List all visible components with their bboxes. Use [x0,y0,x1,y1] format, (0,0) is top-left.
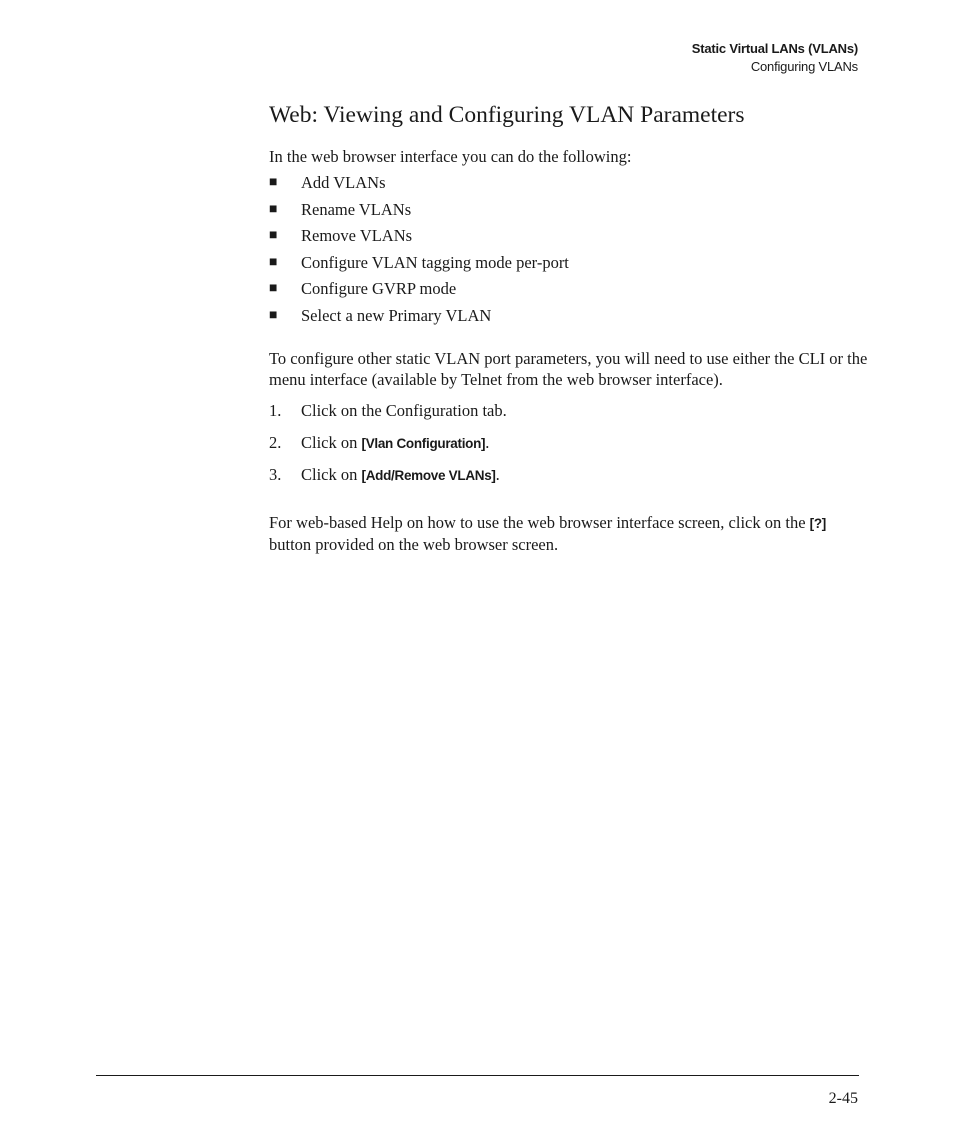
step-number: 2. [269,432,282,452]
step-item [269,432,869,464]
step-item [269,464,869,496]
page-number: 2-45 [828,1090,858,1107]
bullet-icon: ■ [269,228,278,244]
help-button-label: [?] [809,515,826,531]
footer-divider [96,1075,859,1076]
list-item [269,199,869,226]
list-item-text: Remove VLANs [301,226,413,246]
step-number: 3. [269,464,282,484]
page-body [269,100,869,555]
help-text-before: For web-based Help on how to use the web browser interface screen, click on the [269,512,810,532]
running-header [692,40,858,76]
vlan-configuration-label: [Vlan Configuration] [361,435,486,451]
feature-list [269,172,869,332]
step-text-before: Click on the Configuration tab. [301,400,507,420]
list-item-text: Rename VLANs [301,199,412,219]
bullet-icon: ■ [269,254,278,270]
step-text-before: Click on [301,464,362,484]
step-text [301,432,489,454]
bullet-icon: ■ [269,201,278,217]
static-vlan-note: To configure other static VLAN port parameters, you will need to use either the CLI or the menu interface (available by Telnet from the web browser interface). [269,348,868,389]
step-number: 1. [269,400,282,420]
list-item-text: Select a new Primary VLAN [301,305,492,325]
list-item [269,278,869,305]
section-title: Configuring VLANs [750,59,858,74]
list-item [269,172,869,199]
list-item [269,225,869,252]
list-item-text: Add VLANs [301,173,386,192]
list-item-text: Configure VLAN tagging mode per-port [301,252,569,272]
step-text-after: . [495,464,500,484]
step-text-after: . [485,432,490,452]
step-text-before: Click on [301,432,362,452]
bullet-icon: ■ [269,175,278,190]
step-text [301,464,500,486]
intro-text: In the web browser interface you can do the following: [269,147,632,166]
step-list [269,400,869,496]
step-text [301,400,507,421]
page-heading: Web: Viewing and Configuring VLAN Parameters [269,102,745,128]
bullet-icon: ■ [269,307,278,323]
chapter-title: Static Virtual LANs (VLANs) [691,41,858,56]
bullet-icon: ■ [269,281,278,297]
help-paragraph [269,512,869,555]
list-item [269,305,869,332]
step-item [269,400,869,432]
list-item [269,252,869,279]
list-item-text: Configure GVRP mode [301,279,457,299]
add-remove-vlans-label: [Add/Remove VLANs] [361,467,496,483]
help-text-after: button provided on the web browser screen. [269,534,559,554]
